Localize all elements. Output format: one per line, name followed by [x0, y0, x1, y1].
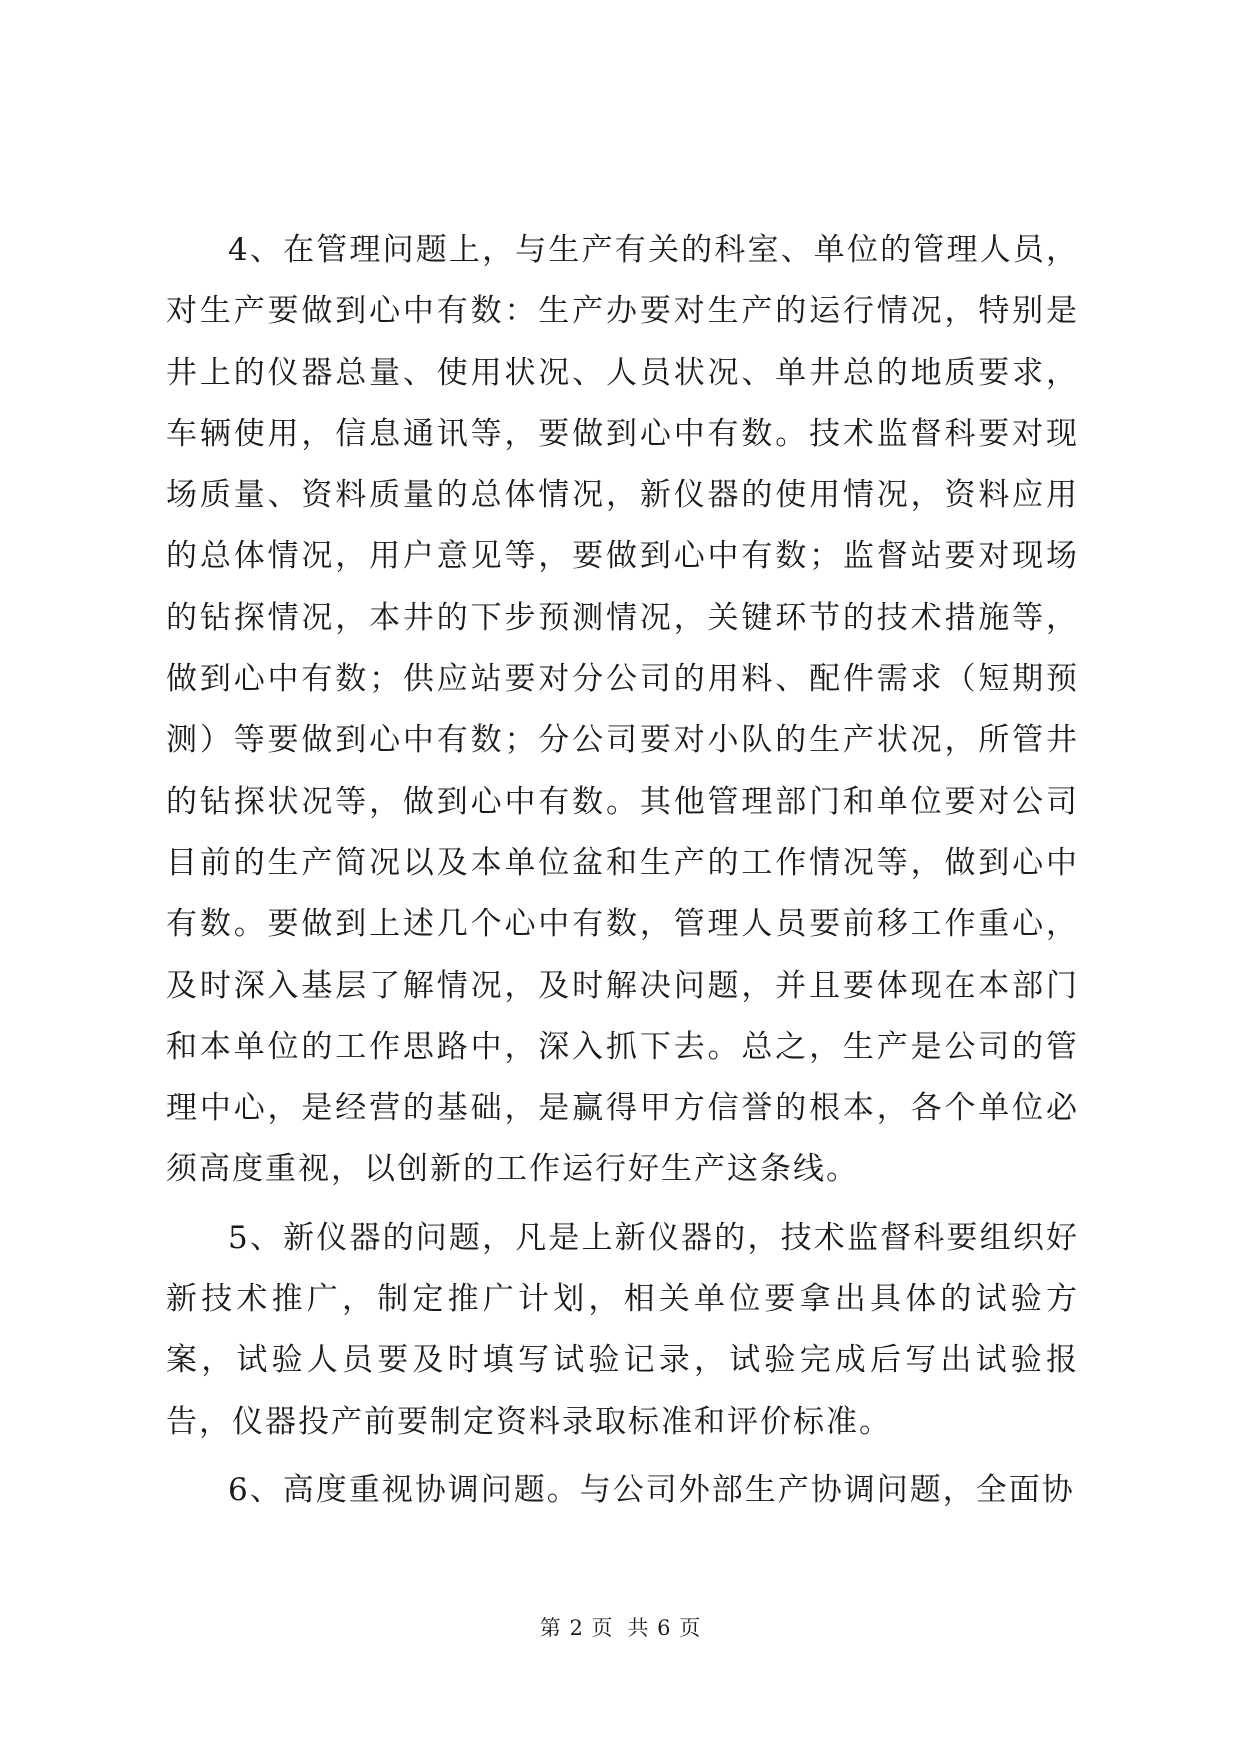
paragraph-6: 6、高度重视协调问题。与公司外部生产协调问题，全面协: [228, 1471, 1075, 1508]
paragraph-5: 5、新仪器的问题，凡是上新仪器的，技术监督科要组织好新技术推广，制定推广计划，相关单位要拿出具体的试验方案，试验人员要及时填写试验记录，试验完成后写出试验报告，仪器投产前要制定资料录取标准和评价标准。: [166, 1219, 1079, 1440]
paragraph-4: 4、在管理问题上，与生产有关的科室、单位的管理人员，对生产要做到心中有数：生产办要对生产的运行情况，特别是井上的仪器总量、使用状况、人员状况、单井总的地质要求，车辆使用，信息通讯等，要做到心中有数。技术监督科要对现场质量、资料质量的总体情况，新仪器的使用情况，资料应用的总体情况，用户意见等，要做到心中有数；监督站要对现场的钻探情况，本井的下步预测情况，关键环节的技术措施等，做到心中有数；供应站要对分公司的用料、配件需求（短期预测）等要做到心中有数；分公司要对小队的生产状况，所管井的钻探状况等，做到心中有数。其他管理部门和单位要对公司目前的生产简况以及本单位盆和生产的工作情况等，做到心中有数。要做到上述几个心中有数，管理人员要前移工作重心，及时深入基层了解情况，及时解决问题，并且要体现在本部门和本单位的工作思路中，深入抓下去。总之，生产是公司的管理中心，是经营的基础，是赢得甲方信誉的根本，各个单位必须高度重视，以创新的工作运行好生产这条线。: [166, 232, 1079, 1188]
document-body: [166, 220, 1079, 1521]
page-footer: [0, 1612, 1241, 1642]
page-total: 共 6 页: [627, 1616, 702, 1640]
page-number: 第 2 页: [539, 1616, 614, 1640]
